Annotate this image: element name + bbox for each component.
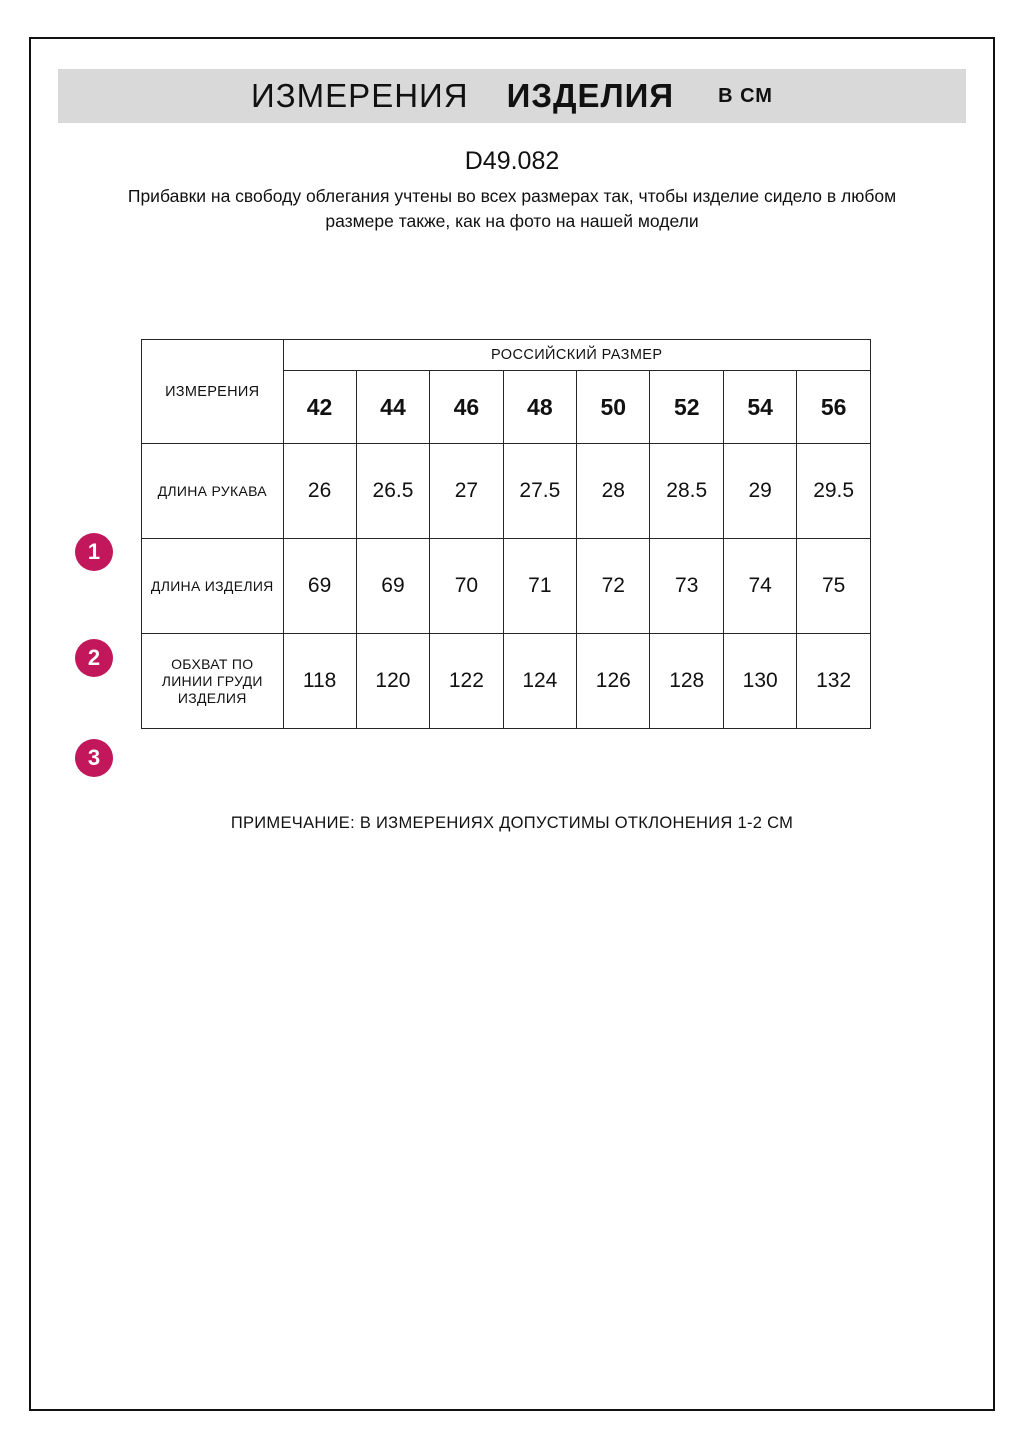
size-header-56: 56	[797, 371, 871, 444]
cell-r1-c7: 75	[797, 539, 871, 634]
badge-1: 1	[75, 533, 113, 571]
size-header-44: 44	[356, 371, 430, 444]
cell-r2-c2: 122	[430, 634, 503, 729]
cell-r0-c3: 27.5	[503, 444, 577, 539]
size-table	[141, 339, 871, 729]
table-row	[142, 634, 871, 729]
size-header-52: 52	[650, 371, 724, 444]
cell-r1-c5: 73	[650, 539, 724, 634]
badge-3: 3	[75, 739, 113, 777]
intro-note: Прибавки на свободу облегания учтены во всех размерах так, чтобы изделие сидело в любом размере также, как на фото на нашей модели	[127, 186, 897, 231]
cell-r1-c2: 70	[430, 539, 503, 634]
title-product: ИЗДЕЛИЯ	[506, 77, 675, 114]
footer-note: ПРИМЕЧАНИЕ: В ИЗМЕРЕНИЯХ ДОПУСТИМЫ ОТКЛОНЕНИЯ 1-2 СМ	[230, 814, 794, 832]
size-header-48: 48	[503, 371, 577, 444]
badge-2: 2	[75, 639, 113, 677]
cell-r0-c5: 28.5	[650, 444, 724, 539]
cell-r2-c6: 130	[724, 634, 797, 729]
table-corner-header: ИЗМЕРЕНИЯ	[142, 340, 284, 444]
cell-r1-c3: 71	[503, 539, 577, 634]
title-measurements: ИЗМЕРЕНИЯ	[251, 77, 469, 114]
table-group-header-row	[142, 340, 871, 371]
cell-r1-c0: 69	[283, 539, 356, 634]
cell-r0-c0: 26	[283, 444, 356, 539]
size-header-46: 46	[430, 371, 503, 444]
cell-r2-c0: 118	[283, 634, 356, 729]
cell-r0-c4: 28	[577, 444, 650, 539]
cell-r1-c4: 72	[577, 539, 650, 634]
cell-r0-c1: 26.5	[356, 444, 430, 539]
cell-r0-c2: 27	[430, 444, 503, 539]
row-label-product-length: ДЛИНА ИЗДЕЛИЯ	[142, 539, 284, 634]
size-header-50: 50	[577, 371, 650, 444]
cell-r0-c6: 29	[724, 444, 797, 539]
cell-r2-c5: 128	[650, 634, 724, 729]
table-group-header: РОССИЙСКИЙ РАЗМЕР	[283, 340, 870, 371]
cell-r2-c1: 120	[356, 634, 430, 729]
cell-r0-c7: 29.5	[797, 444, 871, 539]
cell-r2-c3: 124	[503, 634, 577, 729]
page-frame	[29, 37, 995, 1411]
article-code: D49.082	[464, 147, 560, 175]
row-label-sleeve-length: ДЛИНА РУКАВА	[142, 444, 284, 539]
title-unit: В СМ	[718, 84, 773, 107]
size-header-54: 54	[724, 371, 797, 444]
cell-r2-c7: 132	[797, 634, 871, 729]
table-row	[142, 444, 871, 539]
size-header-42: 42	[283, 371, 356, 444]
cell-r2-c4: 126	[577, 634, 650, 729]
title-banner	[58, 69, 966, 123]
cell-r1-c1: 69	[356, 539, 430, 634]
cell-r1-c6: 74	[724, 539, 797, 634]
row-label-chest-girth: ОБХВАТ ПО ЛИНИИ ГРУДИ ИЗДЕЛИЯ	[142, 634, 284, 729]
table-row	[142, 539, 871, 634]
